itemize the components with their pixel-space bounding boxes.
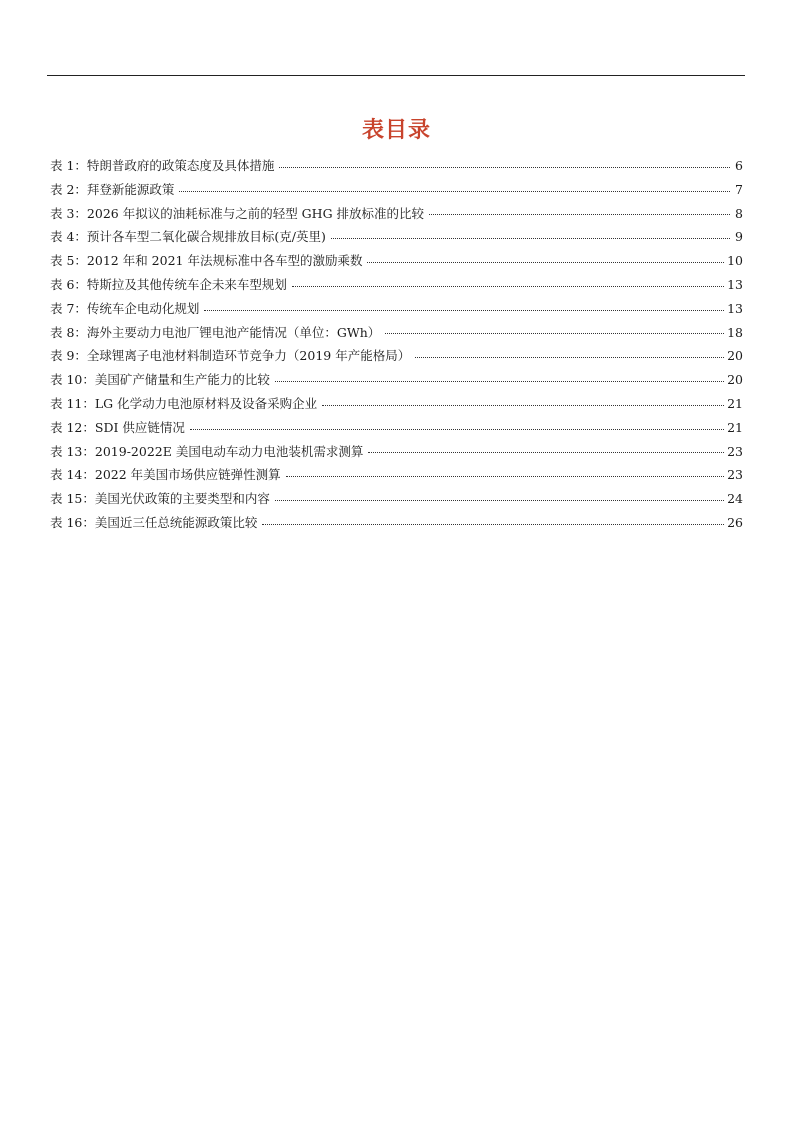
dot-leader xyxy=(179,191,730,192)
page-title: 表目录 xyxy=(361,118,431,143)
toc-entry-page: 9 xyxy=(735,229,743,245)
toc-entry-page: 21 xyxy=(727,395,743,411)
toc-entry-page: 10 xyxy=(727,253,743,269)
dot-leader xyxy=(204,310,724,311)
toc-entry-label: 表 4：预计各车型二氧化碳合规排放目标(克/英里) xyxy=(50,229,326,245)
dot-leader xyxy=(415,357,724,358)
toc-entry[interactable] xyxy=(50,178,743,202)
toc-entry-page: 26 xyxy=(727,514,743,530)
dot-leader xyxy=(275,381,724,382)
toc-entry-page: 23 xyxy=(727,467,743,483)
dot-leader xyxy=(368,452,724,453)
dot-leader xyxy=(279,167,730,168)
toc-entry[interactable] xyxy=(50,154,743,178)
toc-entry-label: 表 13：2019-2022E 美国电动车动力电池装机需求测算 xyxy=(50,443,364,459)
toc-entry-page: 18 xyxy=(727,324,743,340)
dot-leader xyxy=(190,429,724,430)
toc-entry[interactable] xyxy=(50,225,743,249)
toc-entry-label: 表 14：2022 年美国市场供应链弹性测算 xyxy=(50,467,281,483)
toc-entry[interactable] xyxy=(50,511,743,535)
toc-entry[interactable] xyxy=(50,416,743,440)
toc-entry-page: 7 xyxy=(735,181,743,197)
dot-leader xyxy=(322,405,724,406)
dot-leader xyxy=(262,524,724,525)
toc-entry-page: 8 xyxy=(735,205,743,221)
toc-entry[interactable] xyxy=(50,273,743,297)
toc-entry-label: 表 9：全球锂离子电池材料制造环节竞争力（2019 年产能格局） xyxy=(50,348,411,364)
toc-entry[interactable] xyxy=(50,297,743,321)
toc-entry-label: 表 2：拜登新能源政策 xyxy=(50,181,175,197)
toc-entry-label: 表 3：2026 年拟议的油耗标准与之前的轻型 GHG 排放标准的比较 xyxy=(50,205,425,221)
dot-leader xyxy=(385,333,724,334)
toc-entry-page: 23 xyxy=(727,443,743,459)
dot-leader xyxy=(286,476,724,477)
toc-entry[interactable] xyxy=(50,463,743,487)
toc-entry[interactable] xyxy=(50,249,743,273)
dot-leader xyxy=(331,238,730,239)
toc-entry[interactable] xyxy=(50,344,743,368)
toc-entry[interactable] xyxy=(50,440,743,464)
toc-entry-label: 表 12：SDI 供应链情况 xyxy=(50,419,185,435)
toc-entry-page: 20 xyxy=(727,372,743,388)
table-of-contents xyxy=(50,154,743,535)
toc-entry[interactable] xyxy=(50,202,743,226)
header-rule xyxy=(47,75,745,76)
toc-entry-page: 20 xyxy=(727,348,743,364)
toc-entry[interactable] xyxy=(50,368,743,392)
toc-entry-label: 表 16：美国近三任总统能源政策比较 xyxy=(50,514,258,530)
toc-entry-label: 表 11：LG 化学动力电池原材料及设备采购企业 xyxy=(50,395,318,411)
toc-entry-label: 表 10：美国矿产储量和生产能力的比较 xyxy=(50,372,270,388)
toc-entry-label: 表 1：特朗普政府的政策态度及具体措施 xyxy=(50,158,275,173)
toc-entry[interactable] xyxy=(50,321,743,345)
dot-leader xyxy=(429,214,730,215)
toc-entry-page: 13 xyxy=(727,300,743,316)
toc-entry-page: 13 xyxy=(727,276,743,292)
toc-entry-label: 表 8：海外主要动力电池厂锂电池产能情况（单位：GWh） xyxy=(50,324,381,340)
toc-entry[interactable] xyxy=(50,392,743,416)
toc-entry-label: 表 15：美国光伏政策的主要类型和内容 xyxy=(50,491,270,507)
toc-entry[interactable] xyxy=(50,487,743,511)
toc-entry-page: 6 xyxy=(735,158,743,173)
toc-entry-page: 21 xyxy=(727,419,743,435)
toc-entry-label: 表 7：传统车企电动化规划 xyxy=(50,300,200,316)
toc-entry-label: 表 5：2012 年和 2021 年法规标准中各车型的激励乘数 xyxy=(50,253,363,269)
dot-leader xyxy=(367,262,724,263)
toc-entry-page: 24 xyxy=(727,491,743,507)
toc-entry-label: 表 6：特斯拉及其他传统车企未来车型规划 xyxy=(50,276,287,292)
dot-leader xyxy=(292,286,724,287)
dot-leader xyxy=(275,500,724,501)
